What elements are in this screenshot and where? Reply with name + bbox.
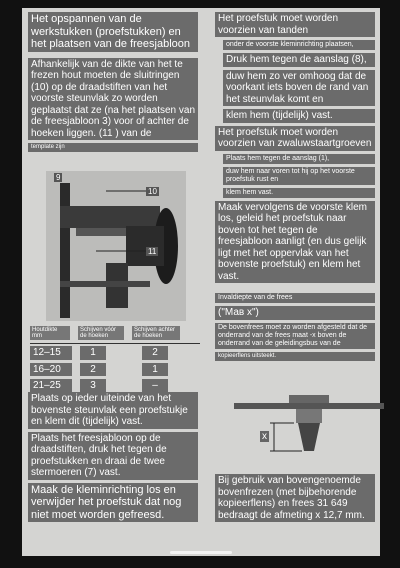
right-heading3: Invaldiepte van de frees bbox=[215, 293, 375, 303]
table-cell: 2 bbox=[80, 363, 106, 377]
document-page bbox=[22, 8, 380, 556]
right-para3: Bij gebruik van bovengenoemde bovenfrezen (met bijbehorende kopieerflens) en frees 31 649 bedraagt de afmeting x 12,7 mm. bbox=[215, 474, 375, 522]
router-depth-diagram bbox=[234, 393, 384, 473]
left-para3: Plaats het freesjabloon op de draadstiften, druk het tegen de proefstukken en draai de twee stermoeren (7) vast. bbox=[28, 432, 198, 480]
left-column-lower bbox=[28, 392, 198, 525]
photo-label-11: 11 bbox=[148, 247, 157, 256]
spacer-table bbox=[30, 326, 200, 396]
right-heading2: Het proefstuk moet worden voorzien van zwaluwstaartgroeven bbox=[215, 126, 375, 151]
router-depth-drawing bbox=[234, 393, 384, 473]
right-bullet: onder de voorste kleminrichting plaatsen, bbox=[223, 40, 375, 50]
table-cell: 16–20 bbox=[30, 363, 72, 377]
left-para1-tail: template zijn bbox=[28, 143, 198, 152]
right-column bbox=[215, 12, 375, 364]
left-heading: Het opspannen van de werkstukken (proefstukken) en het plaatsen van de freesjabloon bbox=[28, 12, 198, 52]
right-para2: De bovenfrees moet zo worden afgesteld dat de onderrand van de frees maat -x boven de onderrand van de geleidingsbus van de bbox=[215, 323, 375, 349]
machine-photo bbox=[46, 171, 186, 321]
right-para1: Maak vervolgens de voorste klem los, geleid het proefstuk naar boven tot het tegen de freesjabloon aanligt (en dus gelijk ligt met het oppervlak van het bovenste proefstuk) en klem het vast. bbox=[215, 201, 375, 284]
right-heading1: Het proefstuk moet worden voorzien van tanden bbox=[215, 12, 375, 37]
right-bullet: klem hem (tijdelijk) vast. bbox=[223, 109, 375, 123]
machine-photo-drawing bbox=[46, 171, 186, 321]
table-cell: 1 bbox=[142, 363, 168, 377]
table-cell: 3 bbox=[80, 379, 106, 393]
home-indicator[interactable] bbox=[170, 551, 232, 554]
right-bullet: duw hem zo ver omhoog dat de voorkant iets boven de rand van het steunvlak komt en bbox=[223, 70, 375, 107]
table-cell: 12–15 bbox=[30, 346, 72, 360]
right-bullet: duw hem naar voren tot hij op het voorste proefstuk rust en bbox=[223, 167, 375, 185]
right-bullet: Druk hem tegen de aanslag (8), bbox=[223, 53, 375, 67]
photo-label-9: 9 bbox=[56, 173, 61, 182]
table-cell: 2 bbox=[142, 346, 168, 360]
left-para1: Afhankelijk van de dikte van het te frezen hout moeten de sluitringen (10) op de draadstiften van het voorste steunvlak zo worden geplaatst dat ze (na het plaatsen van de freesjabloon 3) voor of achter de hoeken liggen. (11 ) van de bbox=[28, 58, 198, 141]
table-header-back: Schijven achter de hoeken bbox=[132, 326, 180, 340]
table-header-front: Schijven vóór de hoeken bbox=[78, 326, 124, 340]
right-para2-tail: kopieerflens uitsteekt. bbox=[215, 352, 375, 361]
left-para2: Plaats op ieder uiteinde van het bovenste steunvlak een proefstukje en klem dit (tijdelijk) vast. bbox=[28, 392, 198, 429]
right-column-lower bbox=[215, 474, 375, 525]
table-cell: 21–25 bbox=[30, 379, 72, 393]
table-cell: 1 bbox=[80, 346, 106, 360]
left-column bbox=[28, 12, 198, 155]
right-bullet: klem hem vast. bbox=[223, 188, 375, 198]
right-heading3b: ("Мав х") bbox=[215, 306, 375, 320]
left-para4: Maak de kleminrichting los en verwijder het proefstuk dat nog niet moet worden gefreesd. bbox=[28, 483, 198, 523]
diagram-x-label: x bbox=[262, 431, 267, 442]
photo-label-10: 10 bbox=[148, 187, 157, 196]
table-header-thickness: Houtdikte mm bbox=[30, 326, 70, 340]
right-bullet: Plaats hem tegen de aanslag (1), bbox=[223, 154, 375, 164]
table-cell: – bbox=[142, 379, 168, 393]
